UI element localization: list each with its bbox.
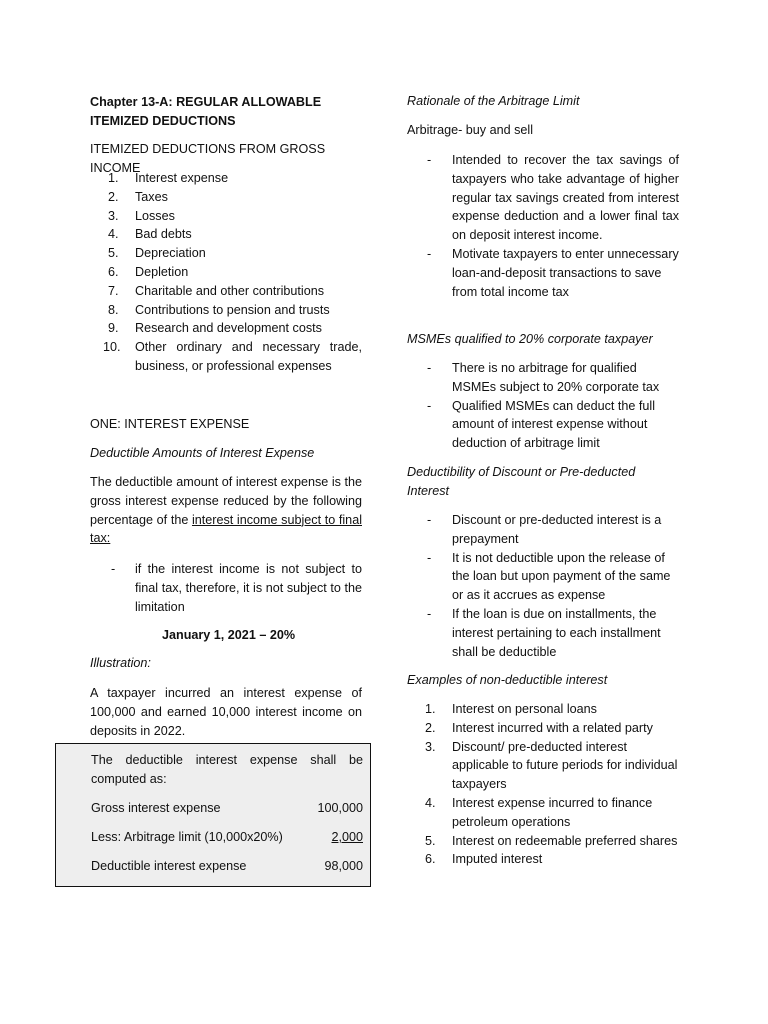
discount-list [407, 511, 679, 661]
list-item: 1. Interest expense [108, 171, 229, 185]
section-heading: ITEMIZED DEDUCTIONS FROM GROSS INCOME [90, 142, 326, 175]
list-item: - There is no arbitrage for qualified MSMEs subject to 20% corporate tax [427, 361, 660, 394]
list-item: 10. Other ordinary and necessary trade, business, or professional expenses [103, 340, 362, 373]
msme-heading: MSMEs qualified to 20% corporate taxpayer [407, 332, 653, 346]
list-item: 3. Discount/ pre-deducted interest applicable to future periods for individual taxpayers [425, 739, 678, 792]
part-heading: ONE: INTEREST EXPENSE [90, 417, 250, 431]
list-item: 4. Bad debts [108, 227, 192, 242]
list-item: 5. Interest on redeemable preferred shares [425, 833, 678, 848]
computation-intro: The deductible interest expense shall be computed as: [91, 753, 363, 786]
illustration-text: A taxpayer incurred an interest expense of 100,000 and earned 10,000 interest income on deposits in 2022. [90, 686, 362, 738]
interest-income-phrase: interest income subject to final tax: [90, 512, 362, 546]
examples-list [407, 700, 679, 869]
not-subject-bullet: - if the interest income is not subject to final tax, therefore, it is not subject to the limitation [111, 562, 362, 614]
subheading-deductible: Deductible Amounts of Interest Expense [90, 446, 315, 460]
list-item: 6. Imputed interest [425, 852, 543, 867]
msme-list [407, 359, 679, 453]
list-item: 8. Contributions to pension and trusts [108, 302, 330, 317]
rationale-list [407, 151, 679, 301]
chapter-title: Chapter 13-A: REGULAR ALLOWABLE ITEMIZED DEDUCTIONS [90, 95, 322, 128]
rate-line: January 1, 2021 – 20% [162, 628, 296, 642]
list-item: 7. Charitable and other contributions [108, 283, 325, 298]
list-item: - Discount or pre-deducted interest is a prepayment [427, 513, 662, 546]
list-item: 6. Depletion [108, 264, 189, 279]
illustration-label: Illustration: [90, 656, 151, 670]
list-item: 3. Losses [108, 208, 175, 223]
list-item: - If the loan is due on installments, the interest pertaining to each installment shall be deductible [427, 606, 661, 659]
arbitrage-definition: Arbitrage- buy and sell [407, 123, 534, 137]
left-column [90, 0, 362, 738]
list-item: 4. Interest expense incurred to finance petroleum operations [425, 795, 653, 829]
list-item: - Intended to recover the tax savings of taxpayers who take advantage of higher regular tax savings created from interest expense deduction and a lower final tax on deposit interest income. [427, 153, 679, 243]
discount-heading: Deductibility of Discount or Pre-deducted Interest [407, 465, 636, 498]
list-item: - It is not deductible upon the release of the loan but upon payment of the same or as it accrues as expense [427, 550, 671, 603]
examples-heading: Examples of non-deductible interest [407, 673, 608, 687]
computation-row: Gross interest expense 100,000 [91, 801, 363, 815]
list-item: 1. Interest on personal loans [425, 702, 597, 716]
list-item: - Motivate taxpayers to enter unnecessary loan-and-deposit transactions to save from total income tax [427, 246, 679, 299]
list-item: - Qualified MSMEs can deduct the full amount of interest expense without deduction of arbitrage limit [427, 398, 656, 451]
list-item: 2. Interest incurred with a related party [425, 720, 653, 735]
deductions-list [90, 169, 362, 376]
computation-box [55, 743, 371, 887]
list-item: 2. Taxes [108, 189, 168, 204]
deductible-paragraph: The deductible amount of interest expense is the gross interest expense reduced by the following percentage of the interest income subject to final tax: [90, 475, 362, 546]
list-item: 9. Research and development costs [108, 321, 322, 336]
rationale-heading: Rationale of the Arbitrage Limit [407, 94, 580, 108]
list-item: 5. Depreciation [108, 246, 206, 261]
computation-row: Deductible interest expense 98,000 [91, 859, 363, 873]
computation-row: Less: Arbitrage limit (10,000x20%) 2,000 [91, 830, 363, 844]
